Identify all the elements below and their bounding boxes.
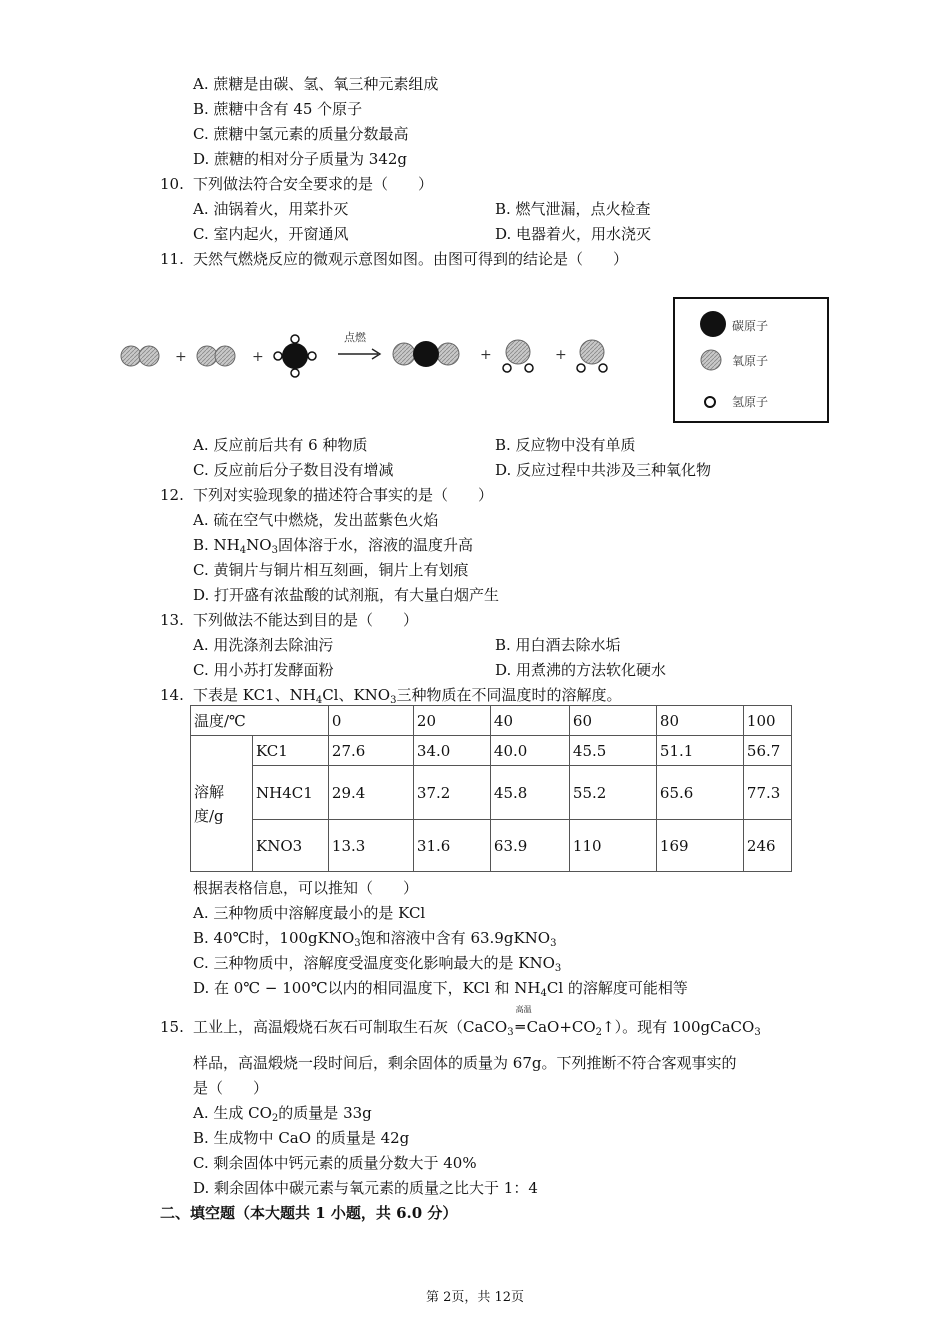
q14-option-c: C. 三种物质中，溶解度受温度变化影响最大的是 $KNO_3$ xyxy=(193,954,562,974)
q15-option-c: C. 剩余固体中钙元素的质量分数大于 40% xyxy=(193,1154,477,1172)
value-cell: 77.3 xyxy=(743,766,791,820)
q15-option-b: B. 生成物中 CaO 的质量是 42g xyxy=(193,1129,410,1147)
table-row xyxy=(191,766,792,820)
temp-cell: 40 xyxy=(490,706,569,736)
reaction-arrow xyxy=(338,349,380,359)
substance-cell: NH4C1 xyxy=(253,766,329,820)
value-cell: 45.5 xyxy=(569,736,656,766)
methane-molecule xyxy=(274,335,316,377)
plus-sign: + xyxy=(175,349,187,365)
value-cell: 37.2 xyxy=(413,766,490,820)
solubility-table xyxy=(190,705,792,872)
value-cell: 63.9 xyxy=(490,820,569,872)
carbon-dioxide-molecule xyxy=(393,341,459,367)
water-molecule-2 xyxy=(577,340,607,372)
q15-stem-line1: 工业上，高温煅烧石灰石可制取生石灰（CaCO$_3$ 高温 ═ $CaO+CO_2↑$）。现有 100gCaCO$_3$ xyxy=(193,1005,761,1038)
reaction-diagram xyxy=(110,290,840,430)
temp-cell: 80 xyxy=(656,706,743,736)
q13-option-d: D. 用煮沸的方法软化硬水 xyxy=(495,661,667,679)
water-molecule-1 xyxy=(503,340,533,372)
q10-option-a: A. 油锅着火，用菜扑灭 xyxy=(193,200,349,218)
value-cell: 65.6 xyxy=(656,766,743,820)
table-row xyxy=(191,736,792,766)
value-cell: 110 xyxy=(569,820,656,872)
value-cell: 45.8 xyxy=(490,766,569,820)
plus-sign: + xyxy=(480,347,492,363)
q15-stem-line2: 样品，高温煅烧一段时间后，剩余固体的质量为 67g。下列推断不符合客观事实的 xyxy=(193,1054,737,1072)
reaction-condition-equals: 高温 ═ xyxy=(515,1005,532,1036)
q14-option-a: A. 三种物质中溶解度最小的是 KCl xyxy=(193,904,426,922)
table-header-row xyxy=(191,706,792,736)
temp-label-cell: 温度/℃ xyxy=(191,706,329,736)
q9-option-b: B. 蔗糖中含有 45 个原子 xyxy=(193,100,363,118)
value-cell: 169 xyxy=(656,820,743,872)
value-cell: 27.6 xyxy=(328,736,413,766)
q11-option-b: B. 反应物中没有单质 xyxy=(495,436,636,454)
q15-option-a: A. 生成 $CO_2$的质量是 33g xyxy=(193,1104,372,1124)
q14-option-b: B. 40℃时，100gKNO$_3$饱和溶液中含有 63.9gKNO$_3$ xyxy=(193,929,557,949)
substance-cell: KNO3 xyxy=(253,820,329,872)
value-cell: 56.7 xyxy=(743,736,791,766)
q9-option-c: C. 蔗糖中氢元素的质量分数最高 xyxy=(193,125,409,143)
q12-number: 12. xyxy=(160,486,184,504)
q13-option-b: B. 用白酒去除水垢 xyxy=(495,636,621,654)
q14-stem: 下表是 KC1、$NH_4Cl$、$KNO_3$三种物质在不同温度时的溶解度。 xyxy=(193,686,622,706)
plus-sign: + xyxy=(555,347,567,363)
q10-stem: 下列做法符合安全要求的是（ ） xyxy=(193,175,434,193)
q11-option-c: C. 反应前后分子数目没有增减 xyxy=(193,461,394,479)
value-cell: 40.0 xyxy=(490,736,569,766)
q9-option-d: D. 蔗糖的相对分子质量为 342g xyxy=(193,150,408,168)
q10-option-b: B. 燃气泄漏，点火检查 xyxy=(495,200,651,218)
q12-option-a: A. 硫在空气中燃烧，发出蓝紫色火焰 xyxy=(193,511,439,529)
plus-sign: + xyxy=(252,349,264,365)
q13-option-c: C. 用小苏打发酵面粉 xyxy=(193,661,334,679)
temp-cell: 60 xyxy=(569,706,656,736)
q12-stem: 下列对实验现象的描述符合事实的是（ ） xyxy=(193,486,494,504)
q12-option-d: D. 打开盛有浓盐酸的试剂瓶，有大量白烟产生 xyxy=(193,586,500,604)
q15-option-d: D. 剩余固体中碳元素与氧元素的质量之比大于 1：4 xyxy=(193,1179,538,1197)
q10-number: 10. xyxy=(160,175,184,193)
q10-option-d: D. 电器着火，用水浇灭 xyxy=(495,225,652,243)
value-cell: 29.4 xyxy=(328,766,413,820)
page-footer: 第 2页，共 12页 xyxy=(425,1290,525,1305)
temp-cell: 20 xyxy=(413,706,490,736)
temp-cell: 0 xyxy=(328,706,413,736)
q13-number: 13. xyxy=(160,611,184,629)
condition-label: 高温 xyxy=(515,1005,532,1014)
q12-option-b: B. $NH_4NO_3$固体溶于水，溶液的温度升高 xyxy=(193,536,473,556)
substance-cell: KC1 xyxy=(253,736,329,766)
atom-legend xyxy=(674,298,828,422)
q14-number: 14. xyxy=(160,686,184,704)
solubility-label-cell: 溶解度/g xyxy=(191,736,253,872)
value-cell: 51.1 xyxy=(656,736,743,766)
section-heading: 二、填空题（本大题共 1 小题，共 6.0 分） xyxy=(160,1204,458,1222)
value-cell: 31.6 xyxy=(413,820,490,872)
oxygen-molecule-2 xyxy=(197,346,235,366)
table-row xyxy=(191,820,792,872)
q11-option-d: D. 反应过程中共涉及三种氧化物 xyxy=(495,461,712,479)
q14-prompt: 根据表格信息，可以推知（ ） xyxy=(193,879,419,897)
value-cell: 13.3 xyxy=(328,820,413,872)
legend-oxygen: 氧原子 xyxy=(732,354,769,368)
q13-option-a: A. 用洗涤剂去除油污 xyxy=(193,636,334,654)
arrow-condition: 点燃 xyxy=(344,331,366,344)
q15-stem-line3: 是（ ） xyxy=(193,1079,269,1097)
q12-option-c: C. 黄铜片与铜片相互刻画，铜片上有划痕 xyxy=(193,561,469,579)
q15-number: 15. xyxy=(160,1018,184,1036)
value-cell: 34.0 xyxy=(413,736,490,766)
q11-stem: 天然气燃烧反应的微观示意图如图。由图可得到的结论是（ ） xyxy=(193,250,629,268)
q10-option-c: C. 室内起火，开窗通风 xyxy=(193,225,349,243)
q11-option-a: A. 反应前后共有 6 种物质 xyxy=(193,436,368,454)
oxygen-molecule-1 xyxy=(121,346,159,366)
legend-hydrogen: 氢原子 xyxy=(732,395,769,409)
q13-stem: 下列做法不能达到目的是（ ） xyxy=(193,611,419,629)
q9-option-a: A. 蔗糖是由碳、氢、氧三种元素组成 xyxy=(193,75,439,93)
legend-carbon: 碳原子 xyxy=(732,319,769,333)
q11-number: 11. xyxy=(160,250,184,268)
value-cell: 246 xyxy=(743,820,791,872)
q14-option-d: D. 在 0℃ − 100℃以内的相同温度下，KCl 和 $NH_4Cl$ 的溶解度可能相等 xyxy=(193,979,688,999)
value-cell: 55.2 xyxy=(569,766,656,820)
temp-cell: 100 xyxy=(743,706,791,736)
